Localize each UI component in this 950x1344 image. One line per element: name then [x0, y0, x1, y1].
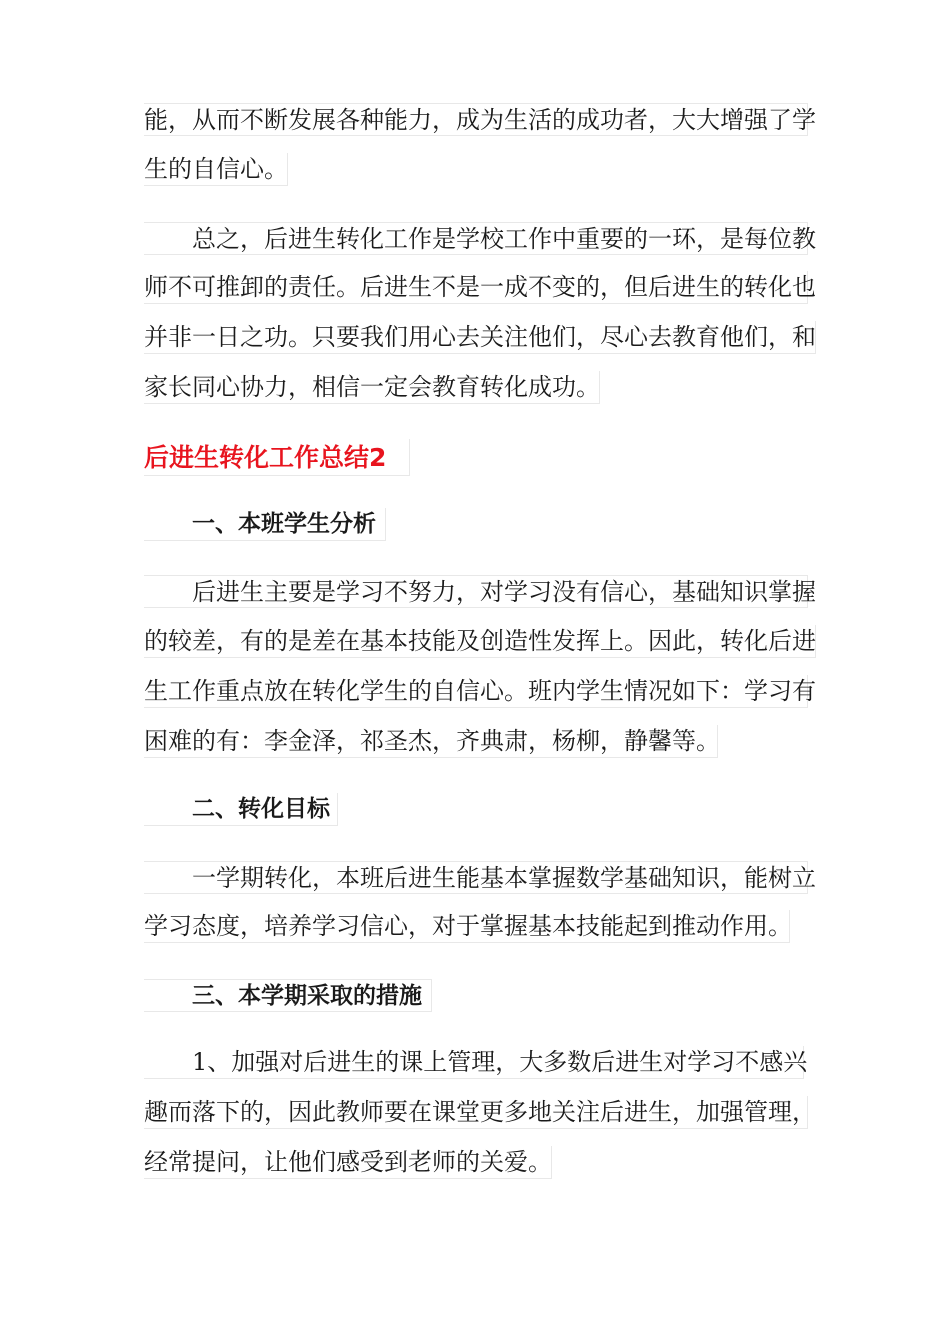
paragraph-line: 1、加强对后进生的课上管理，大多数后进生对学习不感兴: [144, 1046, 804, 1079]
paragraph-line: 并非一日之功。只要我们用心去关注他们，尽心去教育他们，和: [144, 321, 816, 354]
paragraph-line: 总之，后进生转化工作是学校工作中重要的一环，是每位教: [144, 222, 808, 255]
paragraph-line: 能，从而不断发展各种能力，成为生活的成功者，大大增强了学: [144, 103, 808, 136]
paragraph-line: 学习态度，培养学习信心，对于掌握基本技能起到推动作用。: [144, 910, 790, 943]
paragraph-line: 生的自信心。: [144, 153, 288, 186]
section-title: 后进生转化工作总结2: [144, 439, 410, 476]
subheading: 二、转化目标: [144, 793, 338, 826]
paragraph-line: 一学期转化，本班后进生能基本掌握数学基础知识，能树立: [144, 861, 808, 894]
paragraph-line: 师不可推卸的责任。后进生不是一成不变的，但后进生的转化也: [144, 271, 808, 304]
paragraph-line: 的较差，有的是差在基本技能及创造性发挥上。因此，转化后进: [144, 625, 816, 658]
paragraph-line: 生工作重点放在转化学生的自信心。班内学生情况如下：学习有: [144, 675, 808, 708]
paragraph-line: 后进生主要是学习不努力，对学习没有信心，基础知识掌握: [144, 575, 808, 608]
paragraph-line: 经常提问，让他们感受到老师的关爱。: [144, 1146, 552, 1179]
paragraph-line: 困难的有：李金泽，祁圣杰，齐典肃，杨柳，静馨等。: [144, 725, 718, 758]
paragraph-line: 趣而落下的，因此教师要在课堂更多地关注后进生，加强管理，: [144, 1096, 808, 1129]
paragraph-line: 家长同心协力，相信一定会教育转化成功。: [144, 371, 600, 404]
subheading: 三、本学期采取的措施: [144, 979, 432, 1012]
subheading: 一、本班学生分析: [144, 508, 386, 541]
